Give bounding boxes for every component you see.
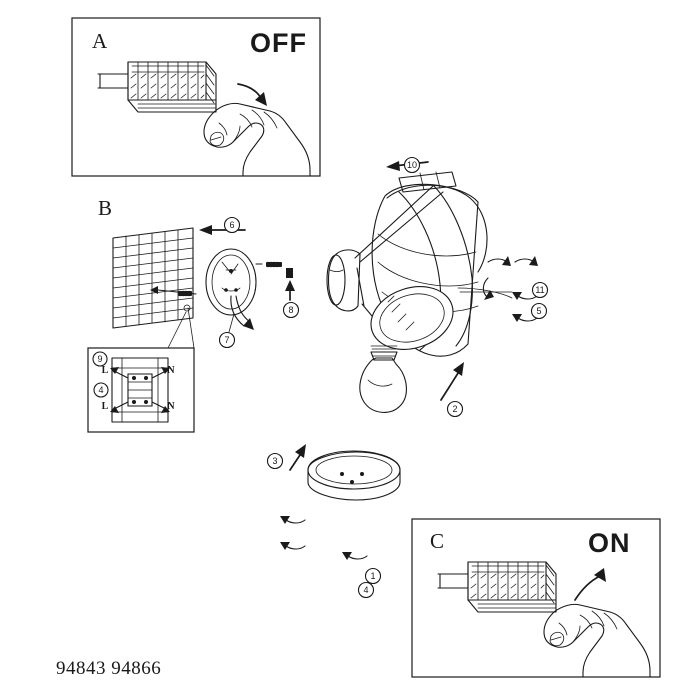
arrow-step-2 — [441, 362, 464, 400]
panel-a-letter: A — [92, 29, 108, 53]
wall-surface — [113, 228, 193, 328]
callout-4-number: 4 — [363, 585, 369, 595]
lamp-head — [363, 172, 512, 360]
callout-10-number: 10 — [406, 160, 418, 170]
callout-5-number: 5 — [536, 306, 542, 316]
callout-11-number: 11 — [535, 285, 545, 295]
panel-a-state-label: OFF — [250, 28, 307, 58]
product-codes: 94843 94866 — [56, 658, 162, 679]
screw-step-8 — [256, 262, 295, 300]
callout-9-number: 9 — [97, 354, 103, 364]
wall-bracket — [206, 249, 256, 332]
rotation-symbols-cover — [280, 516, 367, 560]
panel-a — [72, 18, 320, 176]
callout-4-number-detail: 4 — [98, 385, 104, 395]
arrow-step-3 — [290, 444, 306, 470]
terminal-label-n-top: N — [167, 365, 175, 376]
panel-c-state-label: ON — [588, 528, 631, 558]
light-bulb — [360, 346, 407, 412]
lamp-wall-mount — [327, 250, 360, 311]
cover-plate — [308, 451, 400, 500]
terminal-label-l-top: L — [101, 365, 109, 376]
callout-8-number: 8 — [288, 305, 294, 315]
callout-3-number: 3 — [272, 456, 278, 466]
mounting-screws — [150, 286, 196, 296]
callout-1-number: 1 — [370, 571, 376, 581]
panel-c — [412, 519, 660, 677]
terminal-label-l-bottom: L — [101, 401, 109, 412]
callout-2-number: 2 — [452, 404, 458, 414]
callout-7-number: 7 — [224, 335, 230, 345]
panel-b-letter: B — [98, 196, 113, 220]
panel-c-letter: C — [430, 529, 445, 553]
terminal-label-n-bottom: N — [167, 401, 175, 412]
callout-6-number: 6 — [229, 220, 235, 230]
